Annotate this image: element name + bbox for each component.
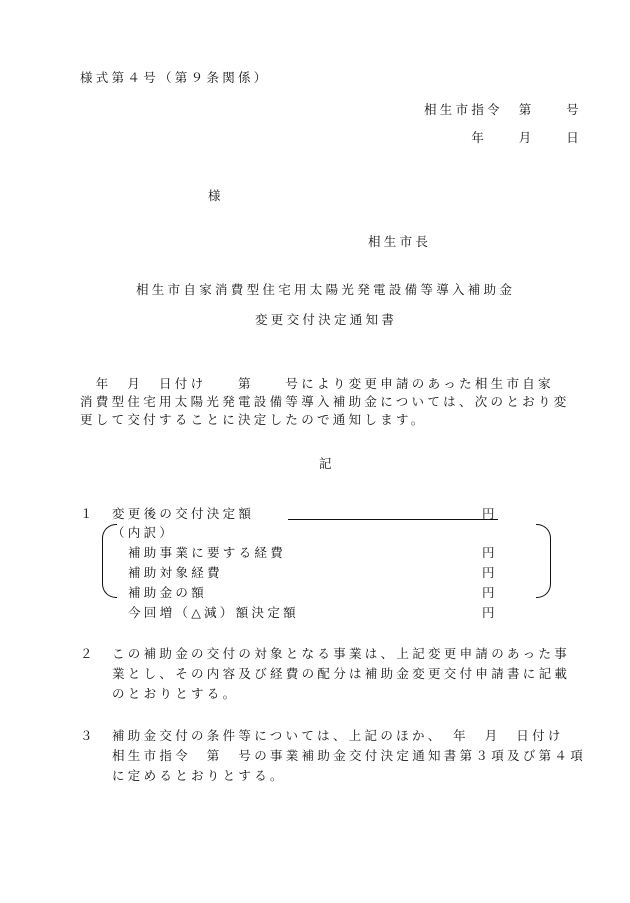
issuer-name: 相生市長	[368, 234, 432, 249]
item-number: １	[80, 506, 96, 521]
item-text-line: 相生市指令 第 号の事業補助金交付決定通知書第３項及び第４項	[112, 748, 587, 763]
right-bracket	[536, 524, 551, 598]
item-text-line: に定めるとおりとする。	[112, 768, 286, 783]
doc-title-line1: 相生市自家消費型住宅用太陽光発電設備等導入補助金	[136, 282, 516, 297]
amount-unit: 円	[482, 506, 498, 521]
item-number: ３	[80, 728, 96, 743]
breakdown-row-label: 補助対象経費	[128, 565, 223, 580]
breakdown-row-unit: 円	[482, 585, 498, 600]
body-line-2: 消費型住宅用太陽光発電設備等導入補助金については、次のとおり変	[80, 394, 570, 409]
form-number-label: 様式第４号（第９条関係）	[80, 70, 270, 85]
item-text-line: 補助金交付の条件等については、上記のほか、 年 月 日付け	[112, 728, 564, 743]
amount-underline	[288, 519, 498, 520]
breakdown-row-unit: 円	[482, 565, 498, 580]
doc-number: 相生市指令 第 号	[423, 102, 582, 117]
ki-heading: 記	[319, 456, 335, 471]
breakdown-label: （内訳）	[112, 525, 176, 540]
breakdown-row-label: 補助金の額	[128, 585, 208, 600]
item-text-line: この補助金の交付の対象となる事業は、上記変更申請のあった事	[112, 646, 571, 661]
body-line-3: 更して交付することに決定したので通知します。	[80, 412, 427, 427]
item-number: ２	[80, 646, 96, 661]
addressee-suffix: 様	[208, 188, 224, 203]
doc-title-line2: 変更交付決定通知書	[255, 312, 398, 327]
item-text-line: 業とし、その内容及び経費の配分は補助金変更交付申請書に記載	[112, 666, 571, 681]
breakdown-row-label: 今回増（△減）額決定額	[128, 605, 299, 620]
breakdown-row-unit: 円	[482, 545, 498, 560]
body-line-1: 年 月 日付け 第 号により変更申請のあった相生市自家	[80, 376, 554, 391]
item-label: 変更後の交付決定額	[112, 506, 255, 521]
issue-date: 年 月 日	[471, 130, 582, 145]
breakdown-row-unit: 円	[482, 605, 498, 620]
breakdown-row-label: 補助事業に要する経費	[128, 545, 287, 560]
item-text-line: のとおりとする。	[112, 686, 239, 701]
